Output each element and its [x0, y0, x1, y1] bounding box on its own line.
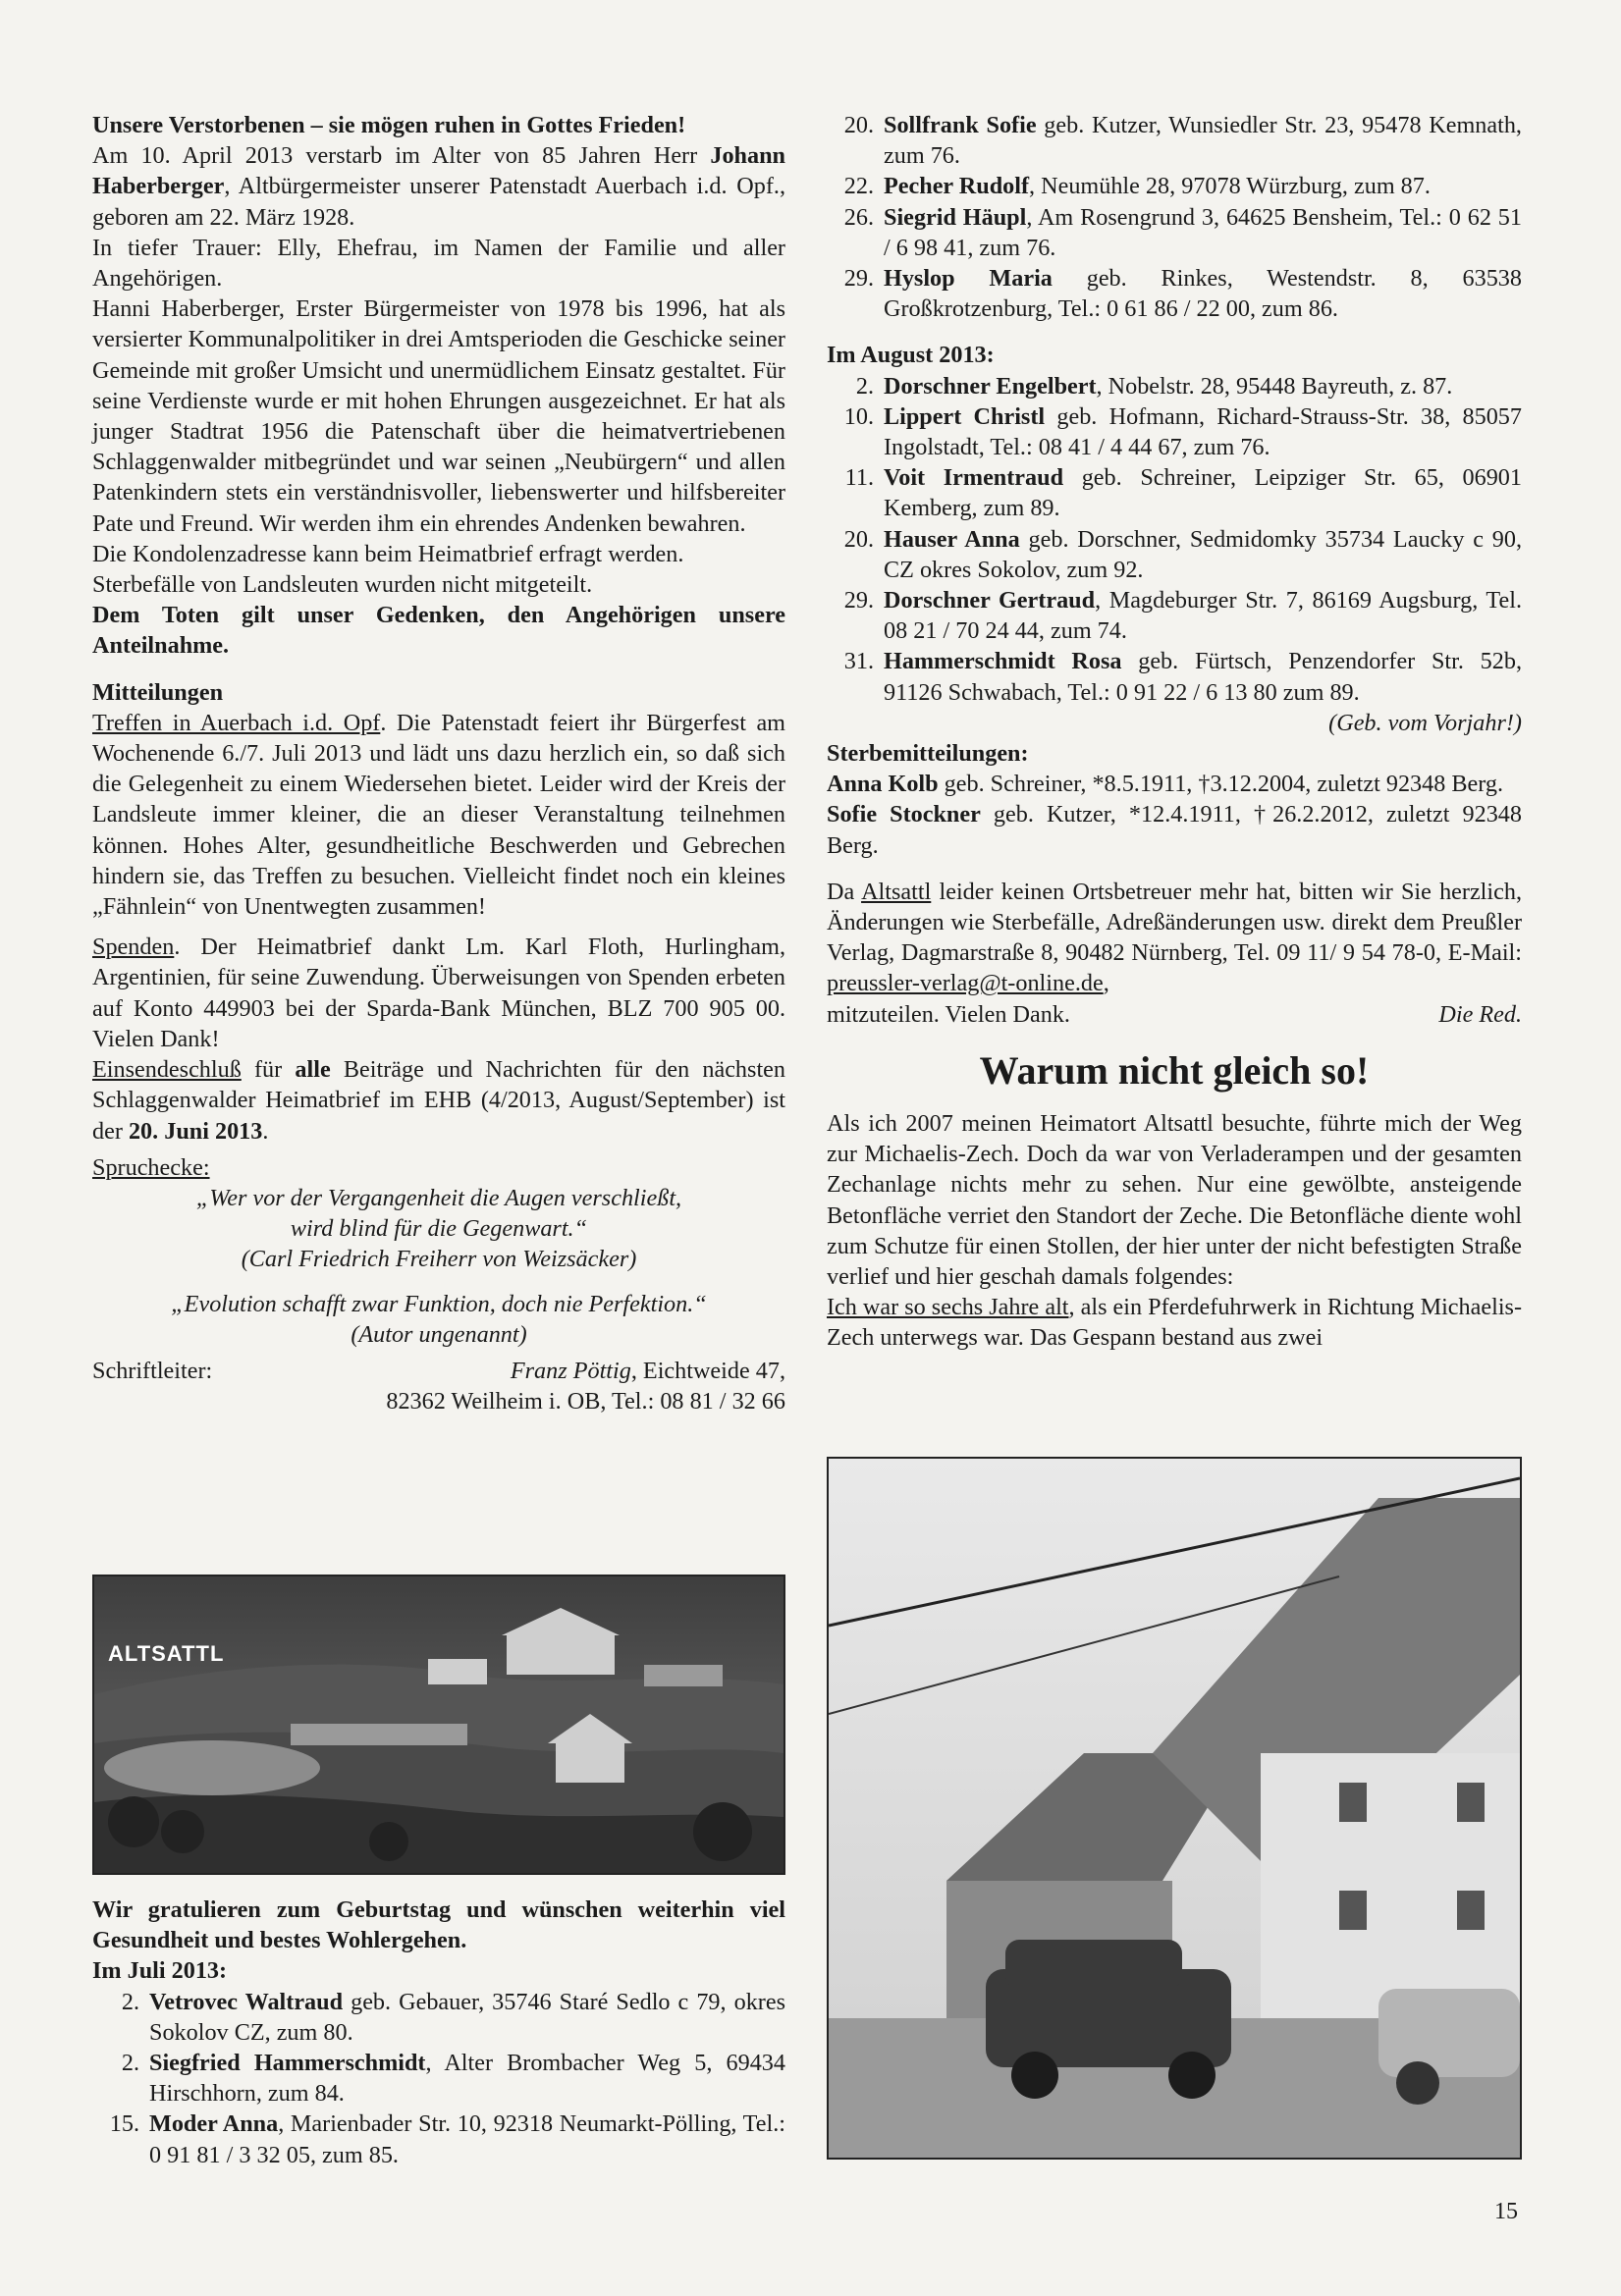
list-item: 15. Moder Anna, Marienbader Str. 10, 92318 Neumarkt-Pölling, Tel.: 0 91 81 / 3 32 05, zum 85.	[109, 2110, 785, 2168]
houses-and-cars-image	[829, 1459, 1520, 2158]
list-item: 26. Siegrid Häupl, Am Rosengrund 3, 64625 Bensheim, Tel.: 0 62 51 / 6 98 41, zum 76.	[843, 203, 1522, 261]
spruchecke-label: Spruchecke:	[92, 1153, 210, 1181]
august-birthday-list	[827, 371, 1522, 708]
list-item: 2. Dorschner Engelbert, Nobelstr. 28, 95448 Bayreuth, z. 87.	[855, 372, 1453, 400]
list-item: 29. Hyslop Maria geb. Rinkes, Westendstr. 8, 63538 Großkrotzenburg, Tel.: 0 61 86 / 22 00, zum 86.	[843, 265, 1522, 323]
article-title: Warum nicht gleich so!	[979, 1047, 1370, 1093]
editor-line-1: Schriftleiter: Franz Pöttig, Eichtweide 47,	[92, 1356, 785, 1386]
quote-2-author: (Autor ungenannt)	[351, 1320, 527, 1348]
editorial-note-last-line: mitzuteilen. Vielen Dank. Die Red.	[827, 999, 1522, 1030]
email-link[interactable]: preussler-verlag@t-online.de	[827, 970, 1104, 997]
august-title: Im August 2013:	[827, 342, 995, 369]
deceased-name: Johann Haberberger	[92, 142, 785, 200]
july-birthday-list	[92, 1987, 785, 2170]
list-item: 10. Lippert Christl geb. Hofmann, Richard-Strauss-Str. 38, 85057 Ingolstadt, Tel.: 08 41 / 4 44 67, zum 76.	[843, 402, 1522, 461]
page-number: 15	[1494, 2199, 1518, 2224]
list-item: 20. Hauser Anna geb. Dorschner, Sedmidomky 35734 Laucky c 90, CZ okres Sokolov, zum 92.	[843, 525, 1523, 583]
list-item: 22. Pecher Rudolf, Neumühle 28, 97078 Würzburg, zum 87.	[843, 173, 1431, 200]
obituary-paragraph-1: Am 10. April 2013 verstarb im Alter von 85 Jahren Herr Johann Haberberger, Altbürgermeister unserer Patenstadt Auerbach i.d. Opf., geboren am 22. März 1928.	[92, 142, 785, 231]
treffen-paragraph: Treffen in Auerbach i.d. Opf. Die Patenstadt feiert ihr Bürgerfest am Wochenende 6./7. Juli 2013 und lädt uns dazu herzlich ein, so daß sich die Gelegenheit zu einem Wiedersehen bietet. Leider wird der Kreis der Landsleute immer kleiner, die an dieser Veranstaltung teilnehmen können. Hohes Alter, gesundheitliche Beschwerden und Gebrechen hindern sie, das Treffen zu besuchen. Vielleicht findet noch ein kleines „Fähnlein“ von Unentwegten zusammen!	[92, 709, 785, 921]
birthday-title: Wir gratulieren zum Geburtstag und wünschen weiterhin viel Gesundheit und bestes Wohlergehen.	[92, 1896, 785, 1954]
quote-1-line-2: wird blind für die Gegenwart.“	[290, 1215, 588, 1243]
list-item: 2. Siegfried Hammerschmidt, Alter Brombacher Weg 5, 69434 Hirschhorn, zum 84.	[121, 2050, 785, 2108]
right-column	[827, 110, 1522, 1354]
obituary-paragraph-3: Hanni Haberberger, Erster Bürgermeister von 1978 bis 1996, hat als versierter Kommunalpolitiker in drei Amtsperioden die Geschicke seiner Gemeinde mit großer Umsicht und unermüdlichem Einsatz gestaltet. Für seine Verdienste wurde er mit hohen Ehrungen ausgezeichnet. Er hat als junger Stadtrat 1956 die Patenschaft über die heimatvertriebenen Schlaggenwalder mitbegründet und war seinen „Neubürgern“ und allen Patenkindern stets ein verständnisvoller, liebenswerter und hilfsbereiter Pate und Freund. Wir werden ihm ein ehrendes Andenken bewahren.	[92, 295, 785, 537]
spenden-paragraph: Spenden. Der Heimatbrief dankt Lm. Karl Floth, Hurlingham, Argentinien, für seine Zuwendung. Überweisungen von Spenden erbeten auf Konto 449903 bei der Sparda-Bank München, BLZ 700 905 00. Vielen Dank!	[92, 934, 785, 1052]
july-birthday-list-continued	[827, 110, 1522, 324]
editor-line-2: 82362 Weilheim i. OB, Tel.: 08 81 / 32 66	[386, 1388, 785, 1415]
obituary-paragraph-2: In tiefer Trauer: Elly, Ehefrau, im Namen der Familie und aller Angehörigen.	[92, 234, 785, 293]
previous-year-note: (Geb. vom Vorjahr!)	[1328, 709, 1522, 736]
altsattl-historic-photo	[92, 1575, 785, 1875]
list-item: 2. Vetrovec Waltraud geb. Gebauer, 35746 Staré Sedlo c 79, okres Sokolov CZ, zum 80.	[121, 1988, 785, 2046]
quote-1-line-1: „Wer vor der Vergangenheit die Augen verschließt,	[195, 1184, 682, 1211]
death-notice-2: Sofie Stockner geb. Kutzer, *12.4.1911, †26.2.2012, zuletzt 92348 Berg.	[827, 801, 1522, 859]
village-street-photo	[827, 1457, 1522, 2160]
quote-2-line-1: „Evolution schafft zwar Funktion, doch nie Perfektion.“	[171, 1290, 707, 1317]
article-paragraph-1: Als ich 2007 meinen Heimatort Altsattl besuchte, führte mich der Weg zur Michaelis-Zech. Doch da war von Verladerampen und der gesamten Zechanlage nichts mehr zu sehen. Nur eine gewölbte, ansteigende Betonfläche verriet den Standort der Zeche. Die Betonfläche diente wohl zum Schutze für einen Stollen, der hier unter der nicht befestigten Straße verlief und hier geschah damals folgendes:	[827, 1109, 1522, 1290]
death-notices-title: Sterbemitteilungen:	[827, 740, 1029, 768]
obituary-closing: Dem Toten gilt unser Gedenken, den Angehörigen unsere Anteilnahme.	[92, 602, 785, 660]
birthday-section	[92, 1895, 785, 2170]
editor-name: Franz Pöttig	[510, 1357, 631, 1384]
list-item: 20. Sollfrank Sofie geb. Kutzer, Wunsiedler Str. 23, 95478 Kemnath, zum 76.	[843, 112, 1522, 170]
village-landscape-image	[94, 1576, 783, 1873]
list-item: 11. Voit Irmentraud geb. Schreiner, Leipziger Str. 65, 06901 Kemberg, zum 89.	[844, 464, 1522, 522]
photo-caption-label: ALTSATTL	[108, 1641, 225, 1666]
left-column	[92, 110, 785, 1416]
list-item: 29. Dorschner Gertraud, Magdeburger Str. 7, 86169 Augsburg, Tel. 08 21 / 70 24 44, zum 74.	[843, 587, 1522, 645]
editor-label: Schriftleiter:	[92, 1357, 213, 1384]
death-notice-1: Anna Kolb geb. Schreiner, *8.5.1911, †3.12.2004, zuletzt 92348 Berg.	[827, 771, 1503, 798]
obituary-paragraph-5: Sterbefälle von Landsleuten wurden nicht mitgeteilt.	[92, 571, 593, 599]
article-paragraph-2: Ich war so sechs Jahre alt, als ein Pferdefuhrwerk in Richtung Michaelis-Zech unterwegs war. Das Gespann bestand aus zwei	[827, 1294, 1523, 1352]
obituary-title: Unsere Verstorbenen – sie mögen ruhen in Gottes Frieden!	[92, 112, 686, 138]
section-title-mitteilungen: Mitteilungen	[92, 678, 224, 706]
editorial-note: Da Altsattl leider keinen Ortsbetreuer mehr hat, bitten wir Sie herzlich, Änderungen wie Sterbefälle, Adreßänderungen usw. direkt dem Preußler Verlag, Dagmarstraße 8, 90482 Nürnberg, Tel. 09 11/ 9 54 78-0, E-Mail: preussler-verlag@t-online.de,	[827, 878, 1522, 997]
obituary-paragraph-4: Die Kondolenzadresse kann beim Heimatbrief erfragt werden.	[92, 540, 684, 567]
list-item: 31. Hammerschmidt Rosa geb. Fürtsch, Penzendorfer Str. 52b, 91126 Schwabach, Tel.: 0 91 22 / 6 13 80 zum 89.	[843, 648, 1522, 706]
july-title: Im Juli 2013:	[92, 1957, 228, 1985]
editorial-signature: Die Red.	[1438, 1000, 1522, 1028]
quote-1-author: (Carl Friedrich Freiherr von Weizsäcker)	[241, 1246, 637, 1273]
einsendeschluss-paragraph: Einsendeschluß für alle Beiträge und Nachrichten für den nächsten Schlaggenwalder Heimatbrief im EHB (4/2013, August/September) ist der 20. Juni 2013.	[92, 1056, 785, 1145]
